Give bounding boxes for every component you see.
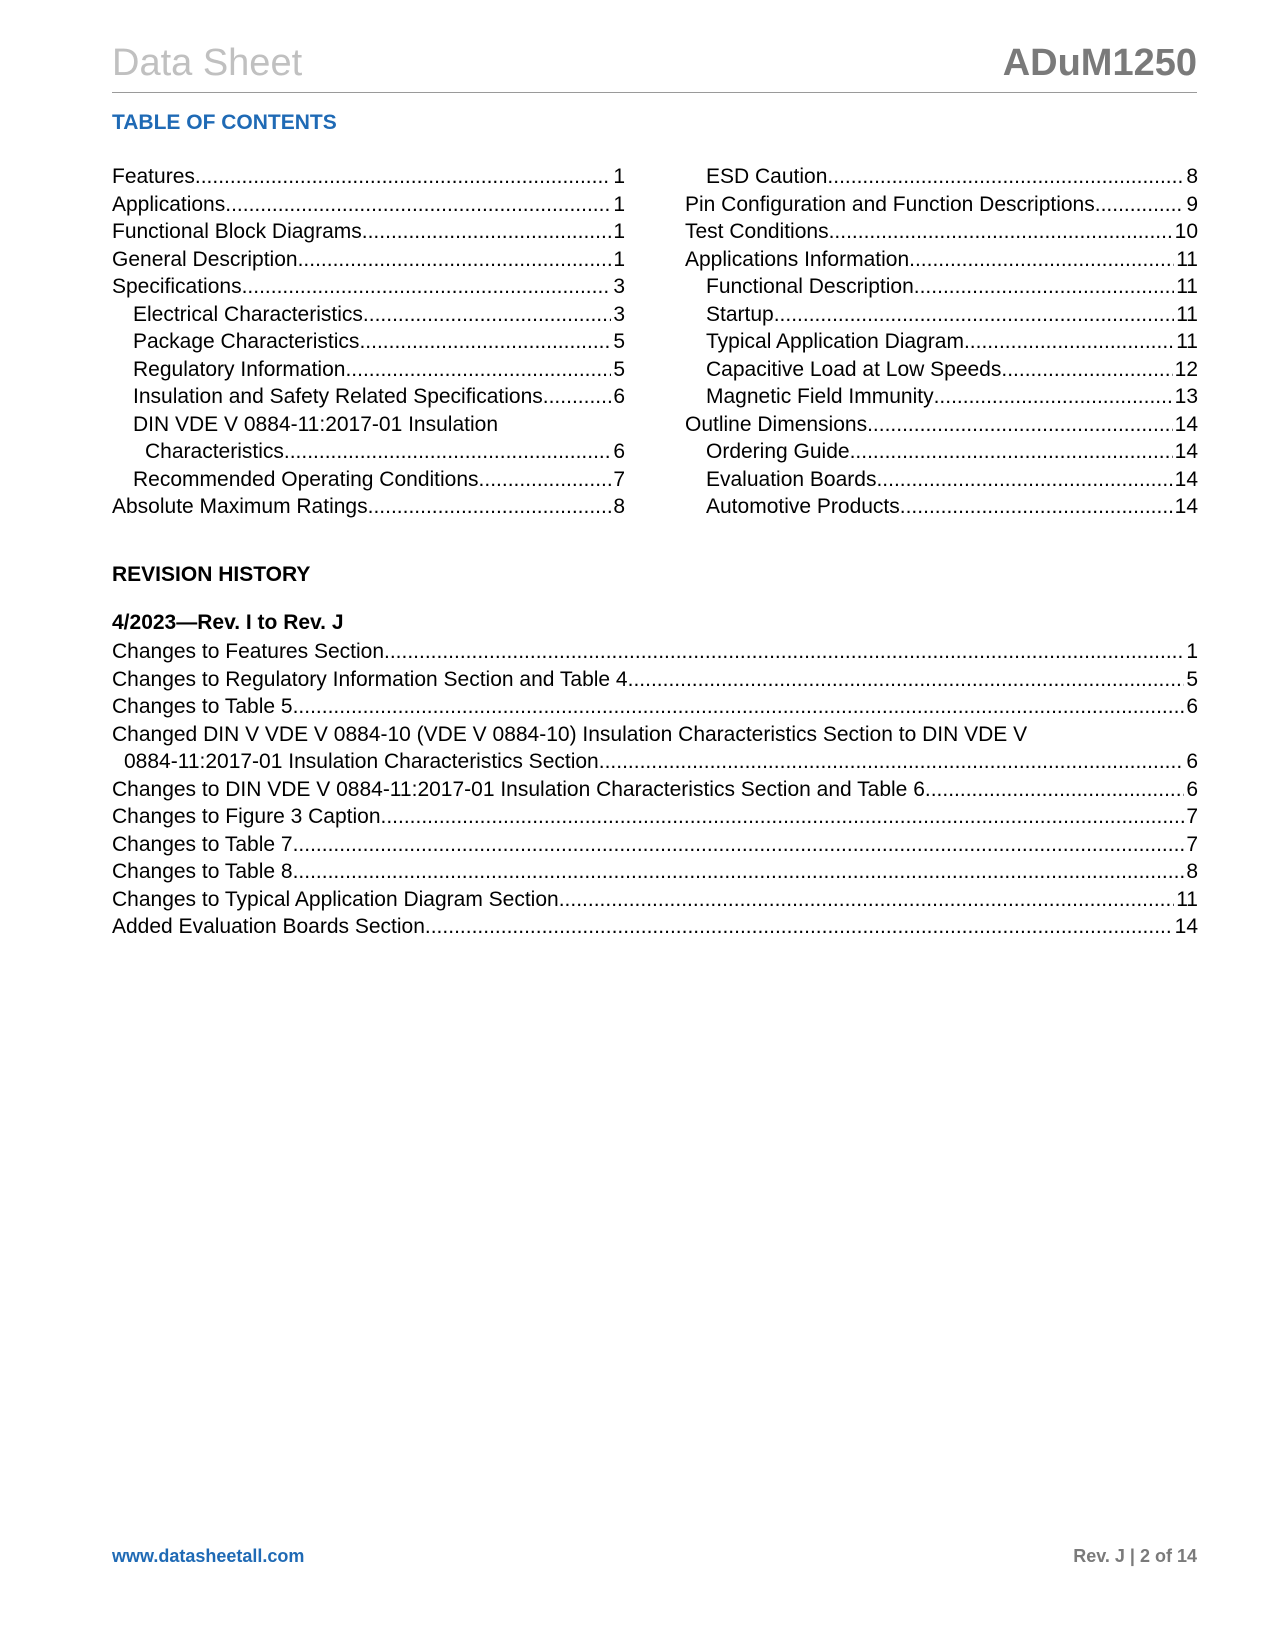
toc-entry-title: Capacitive Load at Low Speeds: [706, 357, 1002, 381]
toc-entry[interactable]: [685, 383, 1198, 411]
toc-entry-page-number: 9: [1186, 192, 1198, 216]
revision-entry[interactable]: [112, 748, 1198, 776]
dot-leader: [909, 246, 1174, 274]
toc-entry-title: Applications Information: [685, 247, 910, 271]
toc-entry-title: Automotive Products: [706, 495, 900, 518]
footer-page-info: Rev. J | 2 of 14: [1073, 1546, 1197, 1566]
toc-entry[interactable]: [685, 356, 1198, 384]
toc-entry[interactable]: [112, 218, 625, 246]
revision-history-heading: REVISION HISTORY: [112, 563, 311, 586]
toc-entry-page-number: 5: [613, 357, 625, 381]
toc-entry-title: Outline Dimensions: [685, 412, 868, 436]
toc-entry-page-number: 1: [613, 247, 625, 271]
revision-entry[interactable]: [112, 693, 1198, 721]
dot-leader: [925, 776, 1184, 804]
toc-entry-title: Test Conditions: [685, 220, 829, 243]
revision-entry-page-number: 11: [1176, 887, 1198, 911]
dot-leader: [876, 466, 1172, 494]
toc-entry-title: Pin Configuration and Function Descriptions: [685, 192, 1095, 216]
toc-entry[interactable]: [685, 411, 1198, 439]
toc-entry[interactable]: [685, 438, 1198, 466]
toc-entry-page-number: 11: [1176, 275, 1198, 298]
toc-left-column: [112, 163, 625, 521]
toc-entry-title: Package Characteristics: [133, 330, 360, 353]
revision-entry-title: Changes to Table 5: [112, 695, 293, 718]
dot-leader: [867, 411, 1173, 439]
revision-entry-title: Changes to Figure 3 Caption: [112, 805, 381, 828]
revision-entry[interactable]: [112, 831, 1198, 859]
toc-entry-page-number: 11: [1176, 330, 1198, 353]
dot-leader: [479, 466, 612, 494]
toc-entry-page-number: 5: [613, 330, 625, 353]
toc-entry-page-number: 6: [613, 385, 625, 408]
toc-entry-title: Evaluation Boards: [706, 467, 877, 491]
toc-right-column: [685, 163, 1198, 521]
toc-entry[interactable]: [112, 411, 625, 439]
toc-entry-page-number: 14: [1174, 467, 1198, 491]
toc-entry-page-number: 14: [1174, 440, 1198, 463]
dot-leader: [384, 638, 1184, 666]
toc-entry-page-number: 8: [1186, 165, 1198, 188]
revision-entry-title: 0884-11:2017-01 Insulation Characteristics Section: [124, 750, 599, 773]
toc-entry-page-number: 14: [1174, 412, 1198, 436]
toc-entry[interactable]: [685, 191, 1198, 219]
toc-entry-title: General Description: [112, 247, 298, 271]
toc-entry-title: ESD Caution: [706, 165, 828, 188]
toc-entry-page-number: 8: [613, 495, 625, 518]
toc-entry-title: Characteristics: [145, 440, 284, 463]
dot-leader: [284, 438, 611, 466]
toc-entry[interactable]: [685, 493, 1198, 521]
toc-entry-page-number: 1: [613, 165, 625, 188]
dot-leader: [195, 163, 611, 191]
dot-leader: [964, 328, 1174, 356]
toc-entry-title: Electrical Characteristics: [133, 302, 363, 326]
document-type-label: Data Sheet: [112, 42, 303, 84]
toc-entry-page-number: 10: [1174, 220, 1198, 243]
dot-leader: [850, 438, 1173, 466]
toc-heading: TABLE OF CONTENTS: [112, 111, 337, 134]
toc-entry-page-number: 11: [1176, 247, 1198, 271]
toc-entry-title: Features: [112, 165, 195, 188]
toc-entry[interactable]: [112, 191, 625, 219]
toc-entry-page-number: 11: [1176, 302, 1198, 326]
dot-leader: [827, 163, 1184, 191]
revision-entry[interactable]: [112, 666, 1198, 694]
dot-leader: [543, 383, 612, 411]
toc-entry-title: Insulation and Safety Related Specifications: [133, 385, 543, 408]
revision-subheading: 4/2023—Rev. I to Rev. J: [112, 611, 344, 634]
toc-entry[interactable]: [685, 273, 1198, 301]
toc-entry[interactable]: [685, 301, 1198, 329]
footer-website-link[interactable]: www.datasheetall.com: [112, 1546, 305, 1566]
toc-entry-title: Startup: [706, 302, 774, 326]
toc-entry-title: Typical Application Diagram: [706, 330, 964, 353]
toc-entry[interactable]: [685, 163, 1198, 191]
toc-entry-page-number: 1: [613, 220, 625, 243]
toc-entry[interactable]: [112, 328, 625, 356]
revision-entry-page-number: 1: [1186, 640, 1198, 663]
toc-entry[interactable]: [112, 438, 625, 466]
dot-leader: [363, 301, 611, 329]
dot-leader: [829, 218, 1173, 246]
toc-entry-title: Regulatory Information: [133, 357, 346, 381]
revision-entry[interactable]: [112, 913, 1198, 941]
dot-leader: [559, 886, 1174, 914]
dot-leader: [298, 246, 612, 274]
toc-entry[interactable]: [112, 273, 625, 301]
toc-entry-title: Specifications: [112, 275, 242, 298]
revision-entry[interactable]: [112, 721, 1198, 749]
toc-entry[interactable]: [112, 246, 625, 274]
dot-leader: [293, 831, 1185, 859]
dot-leader: [362, 218, 612, 246]
dot-leader: [1001, 356, 1172, 384]
toc-entry[interactable]: [112, 493, 625, 521]
dot-leader: [225, 191, 611, 219]
toc-entry[interactable]: [112, 163, 625, 191]
dot-leader: [599, 748, 1185, 776]
toc-entry[interactable]: [112, 301, 625, 329]
toc-entry[interactable]: [685, 246, 1198, 274]
header-divider: [112, 92, 1197, 93]
toc-entry-page-number: 13: [1174, 385, 1198, 408]
revision-entry-title: Changed DIN V VDE V 0884-10 (VDE V 0884-10) Insulation Characteristics Section to DIN VDE V: [112, 722, 1028, 746]
revision-entry[interactable]: [112, 638, 1198, 666]
revision-entry-page-number: 5: [1186, 667, 1198, 691]
part-number-title: ADuM1250: [1002, 42, 1197, 84]
toc-entry[interactable]: [685, 328, 1198, 356]
toc-entry[interactable]: [112, 383, 625, 411]
dot-leader: [242, 273, 612, 301]
dot-leader: [628, 666, 1185, 694]
toc-entry-page-number: 3: [613, 302, 625, 326]
toc-entry-page-number: 7: [613, 467, 625, 491]
revision-entry[interactable]: [112, 776, 1198, 804]
revision-entry-page-number: 6: [1186, 695, 1198, 718]
revision-entry-page-number: 6: [1186, 777, 1198, 801]
revision-entry-title: Changes to Table 8: [112, 860, 293, 883]
revision-entry[interactable]: [112, 886, 1198, 914]
toc-entry-page-number: 6: [613, 440, 625, 463]
revision-entry-page-number: 7: [1186, 805, 1198, 828]
toc-entry-title: Recommended Operating Conditions: [133, 467, 479, 491]
toc-entry-title: Functional Block Diagrams: [112, 220, 362, 243]
revision-history-list: [112, 638, 1198, 941]
toc-entry-title: Applications: [112, 192, 226, 216]
revision-entry-title: Changes to Regulatory Information Section and Table 4: [112, 667, 628, 691]
revision-entry-title: Added Evaluation Boards Section: [112, 915, 425, 938]
dot-leader: [934, 383, 1173, 411]
toc-entry-title: Magnetic Field Immunity: [706, 385, 934, 408]
revision-entry-title: Changes to DIN VDE V 0884-11:2017-01 Insulation Characteristics Section and Table 6: [112, 777, 925, 801]
toc-entry-title: Functional Description: [706, 275, 914, 298]
dot-leader: [774, 301, 1174, 329]
revision-entry[interactable]: [112, 803, 1198, 831]
revision-entry-title: Changes to Table 7: [112, 832, 293, 856]
toc-entry-page-number: 3: [613, 275, 625, 298]
dot-leader: [381, 803, 1185, 831]
revision-entry-page-number: 7: [1186, 832, 1198, 856]
dot-leader: [900, 493, 1173, 521]
revision-entry-title: Changes to Features Section: [112, 640, 384, 663]
dot-leader: [345, 356, 611, 384]
dot-leader: [914, 273, 1174, 301]
toc-entry-page-number: 14: [1174, 495, 1198, 518]
dot-leader: [359, 328, 611, 356]
revision-entry-page-number: 14: [1174, 915, 1198, 938]
dot-leader: [425, 913, 1173, 941]
toc-entry[interactable]: [685, 466, 1198, 494]
dot-leader: [1095, 191, 1185, 219]
toc-entry-page-number: 1: [613, 192, 625, 216]
dot-leader: [293, 858, 1185, 886]
toc-entry[interactable]: [112, 466, 625, 494]
toc-entry[interactable]: [685, 218, 1198, 246]
dot-leader: [293, 693, 1185, 721]
toc-entry-page-number: 12: [1174, 357, 1198, 381]
toc-entry-title: Absolute Maximum Ratings: [112, 495, 368, 518]
revision-entry-title: Changes to Typical Application Diagram Section: [112, 887, 559, 911]
toc-entry-title: Ordering Guide: [706, 440, 850, 463]
revision-entry[interactable]: [112, 858, 1198, 886]
revision-entry-page-number: 8: [1186, 860, 1198, 883]
dot-leader: [368, 493, 612, 521]
toc-entry[interactable]: [112, 356, 625, 384]
toc-entry-title: DIN VDE V 0884-11:2017-01 Insulation: [133, 412, 498, 436]
revision-entry-page-number: 6: [1186, 750, 1198, 773]
